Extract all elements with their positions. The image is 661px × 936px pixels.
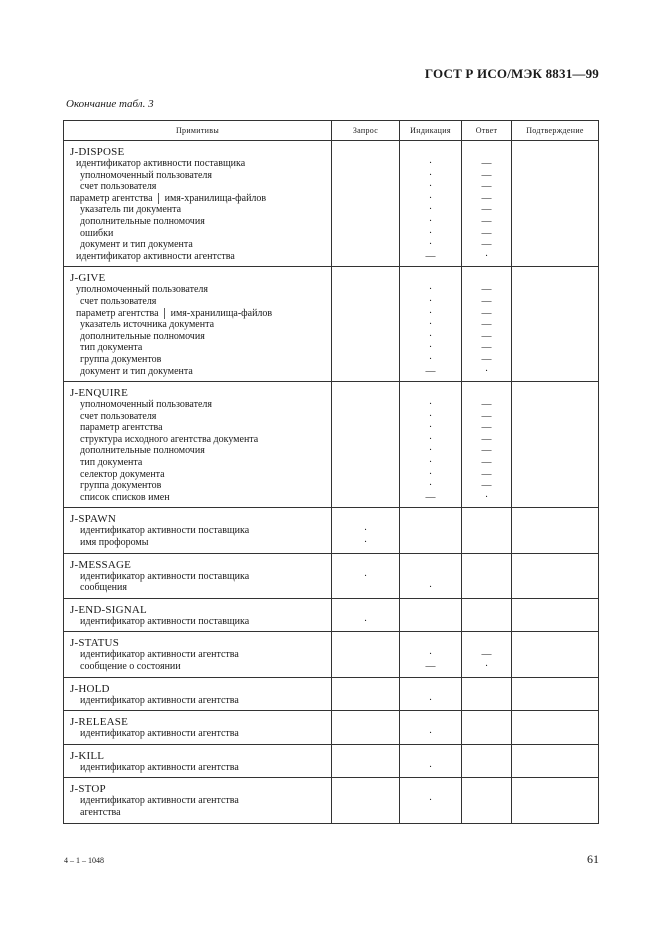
indication-mark: ·: [428, 215, 433, 227]
primitive-cell: [64, 382, 332, 508]
confirmation-cell: [512, 632, 599, 677]
indication-mark: ·: [428, 330, 433, 342]
primitive-title: J-ENQUIRE: [70, 387, 129, 400]
request-mark: ·: [363, 615, 368, 627]
primitive-cell: [64, 141, 332, 267]
primitive-cell: [64, 744, 332, 778]
request-cell: [332, 778, 400, 823]
parameter-label: документ и тип документа: [80, 365, 193, 377]
parameter-label: дополнительные полномочия: [80, 330, 205, 342]
confirmation-cell: [512, 598, 599, 632]
response-mark: —: [481, 204, 492, 216]
primitive-cell: [64, 711, 332, 745]
parameter-label: идентификатор активности агентства: [80, 649, 239, 661]
confirmation-cell: [512, 508, 599, 553]
primitive-cell: [64, 632, 332, 677]
response-cell: [462, 598, 512, 632]
confirmation-cell: [512, 382, 599, 508]
indication-mark: ·: [428, 410, 433, 422]
parameter-label: указатель источника документа: [80, 319, 215, 331]
parameter-label: ошибки: [80, 227, 114, 239]
indication-mark: ·: [428, 181, 433, 193]
response-cell: [462, 744, 512, 778]
table-row: [64, 744, 599, 778]
indication-mark: ·: [428, 342, 433, 354]
confirmation-cell: [512, 778, 599, 823]
document-header: ГОСТ Р ИСО/МЭК 8831—99: [424, 66, 599, 81]
indication-mark: ·: [428, 169, 433, 181]
parameter-label: счет пользователя: [80, 410, 157, 422]
response-mark: ·: [484, 250, 489, 262]
parameter-label: идентификатор активности агентства: [76, 250, 235, 262]
indication-cell: [400, 744, 462, 778]
response-cell: [462, 778, 512, 823]
response-mark: —: [481, 181, 492, 193]
response-mark: —: [481, 227, 492, 239]
response-mark: ·: [484, 661, 489, 672]
response-mark: —: [481, 445, 492, 457]
parameter-label: параметр агентства │ имя-хранилища-файлов: [70, 192, 267, 204]
indication-cell: [400, 553, 462, 598]
indication-mark: ·: [428, 433, 433, 445]
request-cell: [332, 711, 400, 745]
table-row: [64, 508, 599, 553]
indication-cell: [400, 778, 462, 823]
request-cell: [332, 744, 400, 778]
indication-cell: [400, 711, 462, 745]
indication-mark: ·: [428, 284, 433, 296]
indication-mark: ·: [428, 468, 433, 480]
request-cell: [332, 553, 400, 598]
indication-mark: [400, 571, 461, 583]
confirmation-cell: [512, 744, 599, 778]
primitive-title: J-SPAWN: [70, 513, 116, 526]
response-mark: —: [481, 215, 492, 227]
response-cell: [462, 267, 512, 382]
table-header-row: [64, 121, 599, 141]
request-cell: [332, 382, 400, 508]
parameter-label: идентификатор активности поставщика: [80, 525, 250, 537]
parameter-label: идентификатор активности агентства: [80, 728, 239, 740]
primitive-title: J-MESSAGE: [70, 558, 132, 571]
print-code: 4 – 1 – 1048: [64, 856, 104, 865]
parameter-label: идентификатор активности агентства: [80, 694, 239, 706]
response-cell: [462, 141, 512, 267]
indication-mark: ·: [428, 761, 433, 773]
confirmation-cell: [512, 553, 599, 598]
request-cell: [332, 598, 400, 632]
table-row: [64, 677, 599, 711]
response-mark: —: [481, 295, 492, 307]
primitive-title: J-DISPOSE: [70, 146, 125, 158]
indication-mark: ·: [428, 204, 433, 216]
parameter-label: имя профоромы: [80, 537, 149, 549]
indication-mark: ·: [428, 694, 433, 706]
indication-mark: ·: [428, 158, 433, 169]
parameter-label: уполномоченный пользователя: [80, 169, 213, 181]
confirmation-cell: [512, 711, 599, 745]
indication-mark: ·: [428, 728, 433, 740]
confirmation-cell: [512, 267, 599, 382]
response-mark: —: [481, 192, 492, 204]
response-mark: —: [481, 169, 492, 181]
primitive-cell: [64, 598, 332, 632]
table-body: [64, 141, 599, 824]
table-row: [64, 711, 599, 745]
column-header-primitives: Примитивы: [64, 121, 332, 141]
request-cell: [332, 141, 400, 267]
response-mark: ·: [484, 491, 489, 503]
primitive-title: J-KILL: [70, 749, 105, 762]
request-mark: ·: [363, 537, 368, 549]
response-mark: —: [481, 353, 492, 365]
indication-cell: [400, 508, 462, 553]
parameter-label: тип документа: [80, 457, 143, 469]
indication-cell: [400, 677, 462, 711]
parameter-label: селектор документа: [80, 468, 165, 480]
parameter-label: идентификатор активности агентства: [80, 761, 239, 773]
indication-mark: ·: [428, 582, 433, 594]
table-row: [64, 632, 599, 677]
page-number: 61: [587, 852, 599, 866]
response-mark: —: [481, 480, 492, 492]
primitive-title: J-STATUS: [70, 637, 120, 650]
indication-mark: —: [425, 491, 436, 503]
parameter-label: тип документа: [80, 342, 143, 354]
table-row: [64, 141, 599, 267]
response-mark: —: [481, 649, 492, 661]
column-header-response: Ответ: [462, 121, 512, 141]
response-cell: [462, 508, 512, 553]
primitive-cell: [64, 553, 332, 598]
response-mark: —: [481, 330, 492, 342]
indication-mark: ·: [428, 480, 433, 492]
parameter-label: идентификатор активности агентства: [80, 795, 239, 807]
request-mark: [332, 582, 399, 594]
parameter-label: уполномоченный пользователя: [80, 399, 213, 411]
response-mark: —: [481, 307, 492, 319]
indication-mark: —: [425, 365, 436, 377]
indication-mark: ·: [428, 227, 433, 239]
parameter-label: группа документов: [80, 353, 162, 365]
parameter-label: дополнительные полномочия: [80, 445, 205, 457]
primitive-cell: [64, 508, 332, 553]
parameter-label: указатель пи документа: [80, 204, 182, 216]
indication-mark: ·: [428, 295, 433, 307]
indication-mark: ·: [428, 239, 433, 251]
primitive-cell: [64, 677, 332, 711]
primitive-title: J-HOLD: [70, 682, 110, 695]
response-mark: —: [481, 468, 492, 480]
parameter-label: счет пользователя: [80, 181, 157, 193]
primitive-cell: [64, 778, 332, 823]
primitive-title: J-RELEASE: [70, 716, 129, 729]
response-mark: —: [481, 158, 492, 169]
indication-mark: —: [425, 250, 436, 262]
indication-mark: ·: [428, 795, 433, 807]
table-row: [64, 382, 599, 508]
response-cell: [462, 382, 512, 508]
primitives-table: [63, 120, 599, 824]
parameter-label: идентификатор активности поставщика: [80, 615, 250, 627]
request-cell: [332, 267, 400, 382]
indication-mark: ·: [428, 399, 433, 411]
column-header-indication: Индикация: [400, 121, 462, 141]
indication-mark: ·: [428, 319, 433, 331]
parameter-label: структура исходного агентства документа: [80, 433, 259, 445]
response-cell: [462, 632, 512, 677]
primitive-title: J-STOP: [70, 783, 106, 796]
parameter-label: идентификатор активности поставщика: [76, 158, 246, 169]
response-mark: —: [481, 342, 492, 354]
indication-cell: [400, 382, 462, 508]
response-cell: [462, 711, 512, 745]
parameter-label: агентства: [80, 806, 121, 818]
parameter-label: идентификатор активности поставщика: [80, 570, 250, 582]
response-mark: —: [481, 319, 492, 331]
column-header-request: Запрос: [332, 121, 400, 141]
indication-mark: ·: [428, 353, 433, 365]
column-header-confirmation: Подтверждение: [512, 121, 599, 141]
indication-cell: [400, 141, 462, 267]
primitive-title: J-GIVE: [70, 272, 106, 285]
parameter-label: группа документов: [80, 480, 162, 492]
parameter-label: список списков имен: [80, 491, 170, 503]
response-mark: —: [481, 457, 492, 469]
request-mark: ·: [363, 570, 368, 582]
indication-mark: ·: [428, 422, 433, 434]
primitive-title: J-END-SIGNAL: [70, 603, 147, 616]
response-mark: ·: [484, 365, 489, 377]
indication-mark: ·: [428, 445, 433, 457]
request-cell: [332, 508, 400, 553]
confirmation-cell: [512, 677, 599, 711]
response-cell: [462, 677, 512, 711]
request-cell: [332, 677, 400, 711]
indication-mark: —: [425, 661, 436, 672]
confirmation-cell: [512, 141, 599, 267]
indication-cell: [400, 632, 462, 677]
table-row: [64, 778, 599, 823]
response-mark: —: [481, 284, 492, 296]
indication-cell: [400, 267, 462, 382]
table-row: [64, 553, 599, 598]
response-mark: —: [481, 410, 492, 422]
request-mark: ·: [363, 525, 368, 537]
indication-cell: [400, 598, 462, 632]
indication-mark: ·: [428, 457, 433, 469]
parameter-label: сообщения: [80, 582, 127, 594]
response-mark: —: [481, 239, 492, 251]
request-cell: [332, 632, 400, 677]
indication-mark: ·: [428, 649, 433, 661]
parameter-label: уполномоченный пользователя: [76, 284, 209, 296]
parameter-label: параметр агентства │ имя-хранилища-файлов: [76, 307, 273, 319]
parameter-label: параметр агентства: [80, 422, 163, 434]
response-mark: —: [481, 422, 492, 434]
response-cell: [462, 553, 512, 598]
table-row: [64, 267, 599, 382]
indication-mark: ·: [428, 192, 433, 204]
parameter-label: счет пользователя: [80, 295, 157, 307]
indication-mark: ·: [428, 307, 433, 319]
primitive-cell: [64, 267, 332, 382]
table-row: [64, 598, 599, 632]
response-mark: —: [481, 433, 492, 445]
response-mark: —: [481, 399, 492, 411]
parameter-label: сообщение о состоянии: [80, 661, 181, 672]
parameter-label: документ и тип документа: [80, 239, 193, 251]
parameter-label: дополнительные полномочия: [80, 215, 205, 227]
table-caption: Окончание табл. 3: [66, 98, 154, 110]
